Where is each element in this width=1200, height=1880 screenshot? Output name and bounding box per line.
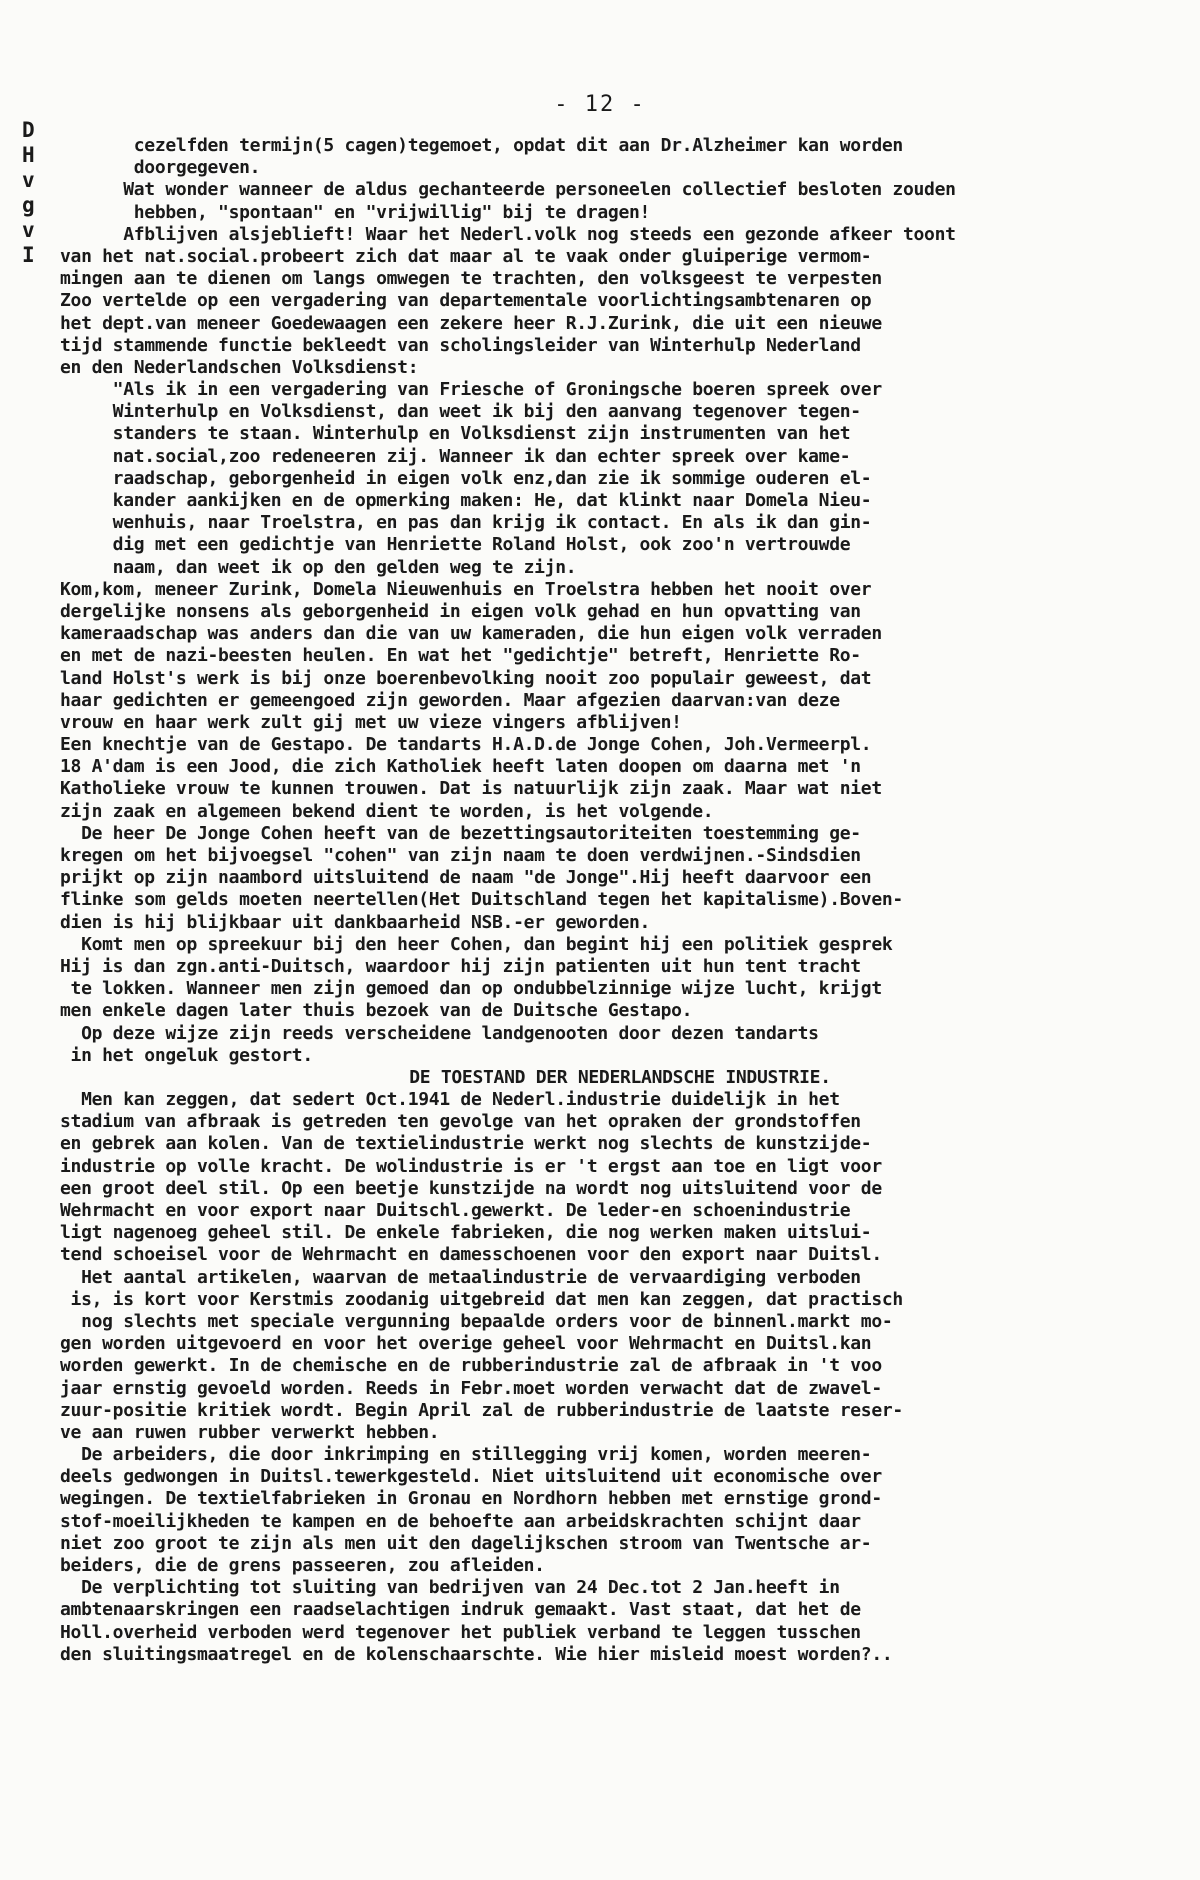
text-line: en den Nederlandschen Volksdienst: [60,356,419,378]
text-line: kameraadschap was anders dan die van uw kameraden, die hun eigen volk verraden [60,623,882,645]
text-line: kregen om het bijvoegsel "cohen" van zijn naam te doen verdwijnen.-Sindsdien [60,845,861,866]
text-line: beiders, die de grens passeeren, zou afleiden. [60,1555,545,1576]
text-line: het dept.van meneer Goedewaagen een zekere heer R.J.Zurink, die uit een nieuwe [60,312,882,334]
text-line: Katholieke vrouw te kunnen trouwen. Dat is natuurlijk zijn zaak. Maar wat niet [60,778,882,800]
text-line: wegingen. De textielfabrieken in Gronau en Nordhorn hebben met ernstige grond- [60,1488,882,1510]
margin-letter: D [22,118,35,142]
text-line: dig met een gedichtje van Henriette Roland Holst, ook zoo'n vertrouwde [60,534,851,556]
text-line: jaar ernstig gevoeld worden. Reeds in Febr.moet worden verwacht dat de zwavel- [60,1377,882,1399]
text-line: 18 A'dam is een Jood, die zich Katholiek heeft laten doopen om daarna met 'n [60,756,861,778]
text-line: den sluitingsmaatregel en de kolenschaarschte. Wie hier misleid moest worden?.. [60,1643,893,1665]
text-line: ve aan ruwen rubber verwerkt hebben. [60,1421,440,1443]
text-line: haar gedichten er gemeengoed zijn geworden. Maar afgezien daarvan:van deze [60,689,840,711]
text-line: industrie op volle kracht. De wolindustrie is er 't ergst aan toe en ligt voor [60,1155,882,1177]
document-body [60,135,1180,1855]
text-line: Afblijven alsjeblieft! Waar het Nederl.volk nog steeds een gezonde afkeer toont [60,223,956,245]
margin-letter: v [22,218,35,242]
text-line: Wehrmacht en voor export naar Duitschl.gewerkt. De leder-en schoenindustrie [60,1200,851,1221]
text-line: niet zoo groot te zijn als men uit den dagelijkschen stroom van Twentsche ar- [60,1532,872,1554]
text-line: nog slechts met speciale vergunning bepaalde orders voor de binnenl.markt mo- [60,1310,893,1332]
text-line: van het nat.social.probeert zich dat maar al te vaak onder gluiperige vermom- [60,245,872,267]
text-line: dien is hij blijkbaar uit dankbaarheid NSB.-er geworden. [60,911,651,933]
margin-letter: I [22,243,35,267]
text-line: men enkele dagen later thuis bezoek van de Duitsche Gestapo. [60,1000,693,1022]
text-line: Holl.overheid verboden werd tegenover het publiek verband te leggen tusschen [60,1621,861,1643]
text-line: Op deze wijze zijn reeds verscheidene landgenooten door dezen tandarts [60,1022,819,1044]
text-line: De heer De Jonge Cohen heeft van de bezettingsautoriteiten toestemming ge- [60,822,861,844]
text-line: stadium van afbraak is getreden ten gevolge van het opraken der grondstoffen [60,1111,861,1133]
text-line: standers te staan. Winterhulp en Volksdienst zijn instrumenten van het [60,423,851,445]
text-line: worden gewerkt. In de chemische en de rubberindustrie zal de afbraak in 't voo [60,1355,882,1377]
text-line: naam, dan weet ik op den gelden weg te zijn. [60,556,577,578]
text-line: raadschap, geborgenheid in eigen volk enz,dan zie ik sommige ouderen el- [60,467,872,489]
text-line: Kom,kom, meneer Zurink, Domela Nieuwenhuis en Troelstra hebben het nooit over [60,578,872,600]
text-line: is, is kort voor Kerstmis zoodanig uitgebreid dat men kan zeggen, dat practisch [60,1288,903,1310]
text-line: doorgegeven. [60,157,261,179]
text-line: zijn zaak en algemeen bekend dient te worden, is het volgende. [60,800,714,822]
text-line: deels gedwongen in Duitsl.tewerkgesteld. Niet uitsluitend uit economische over [60,1466,882,1488]
text-line: vrouw en haar werk zult gij met uw vieze vingers afblijven! [60,711,682,733]
margin-letter: H [22,143,35,167]
text-line: prijkt op zijn naambord uitsluitend de naam "de Jonge".Hij heeft daarvoor een [60,867,872,889]
text-line: Winterhulp en Volksdienst, dan weet ik bij den aanvang tegenover tegen- [60,401,861,423]
text-line: De verplichting tot sluiting van bedrijven van 24 Dec.tot 2 Jan.heeft in [60,1577,840,1599]
margin-letter: v [22,168,35,192]
text-line: en gebrek aan kolen. Van de textielindustrie werkt nog slechts de kunstzijde- [60,1133,872,1155]
text-line: zuur-positie kritiek wordt. Begin April zal de rubberindustrie de laatste reser- [60,1399,903,1421]
text-line: Wat wonder wanneer de aldus gechanteerde personeelen collectief besloten zouden [60,179,956,201]
text-line: Het aantal artikelen, waarvan de metaalindustrie de vervaardiging verboden [60,1266,861,1288]
text-line: De arbeiders, die door inkrimping en stillegging vrij komen, worden meeren- [60,1444,872,1466]
text-line: wenhuis, naar Troelstra, en pas dan krijg ik contact. En als ik dan gin- [60,512,872,534]
page-number: - 12 - [554,92,646,117]
text-line: mingen aan te dienen om langs omwegen te trachten, den volksgeest te verpesten [60,268,882,290]
margin-letters [22,118,46,268]
text-line: Komt men op spreekuur bij den heer Cohen, dan begint hij een politiek gesprek [60,933,893,955]
text-line: Hij is dan zgn.anti-Duitsch, waardoor hij zijn patienten uit hun tent tracht [60,955,861,977]
text-line: Een knechtje van de Gestapo. De tandarts H.A.D.de Jonge Cohen, Joh.Vermeerpl. [60,734,872,756]
text-line: gen worden uitgevoerd en voor het overige geheel voor Wehrmacht en Duitsl.kan [60,1333,872,1355]
text-line: hebben, "spontaan" en "vrijwillig" bij te dragen! [60,201,651,223]
text-line: "Als ik in een vergadering van Friesche of Groningsche boeren spreek over [60,379,882,401]
text-line: dergelijke nonsens als geborgenheid in eigen volk gehad en hun opvatting van [60,600,861,622]
text-line: tijd stammende functie bekleedt van scholingsleider van Winterhulp Nederland [60,334,861,356]
text-line: Zoo vertelde op een vergadering van departementale voorlichtingsambtenaren op [60,290,872,312]
text-line: te lokken. Wanneer men zijn gemoed dan op ondubbelzinnige wijze lucht, krijgt [60,978,882,1000]
section-heading: DE TOESTAND DER NEDERLANDSCHE INDUSTRIE. [409,1066,831,1088]
text-line: en met de nazi-beesten heulen. En wat het "gedichtje" betreft, Henriette Ro- [60,645,861,667]
text-line: een groot deel stil. Op een beetje kunstzijde na wordt nog uitsluitend voor de [60,1177,882,1199]
text-line: ambtenaarskringen een raadselachtigen indruk gemaakt. Vast staat, dat het de [60,1599,861,1621]
text-line: stof-moeilijkheden te kampen en de behoefte aan arbeidskrachten schijnt daar [60,1510,861,1532]
margin-letter: g [22,193,35,217]
text-line: tend schoeisel voor de Wehrmacht en damesschoenen voor den export naar Duitsl. [60,1244,882,1266]
text-line: Men kan zeggen, dat sedert Oct.1941 de Nederl.industrie duidelijk in het [60,1089,840,1111]
text-line: cezelfden termijn(5 cagen)tegemoet, opdat dit aan Dr.Alzheimer kan worden [60,135,903,156]
text-line: ligt nagenoeg geheel stil. De enkele fabrieken, die nog werken maken uitslui- [60,1222,872,1244]
text-line: in het ongeluk gestort. [60,1044,313,1066]
text-line: flinke som gelds moeten neertellen(Het Duitschland tegen het kapitalisme).Boven- [60,889,903,911]
text-line: kander aankijken en de opmerking maken: He, dat klinkt naar Domela Nieu- [60,490,872,511]
text-line: nat.social,zoo redeneeren zij. Wanneer ik dan echter spreek over kame- [60,445,851,467]
text-line: land Holst's werk is bij onze boerenbevolking nooit zoo populair geweest, dat [60,667,872,689]
